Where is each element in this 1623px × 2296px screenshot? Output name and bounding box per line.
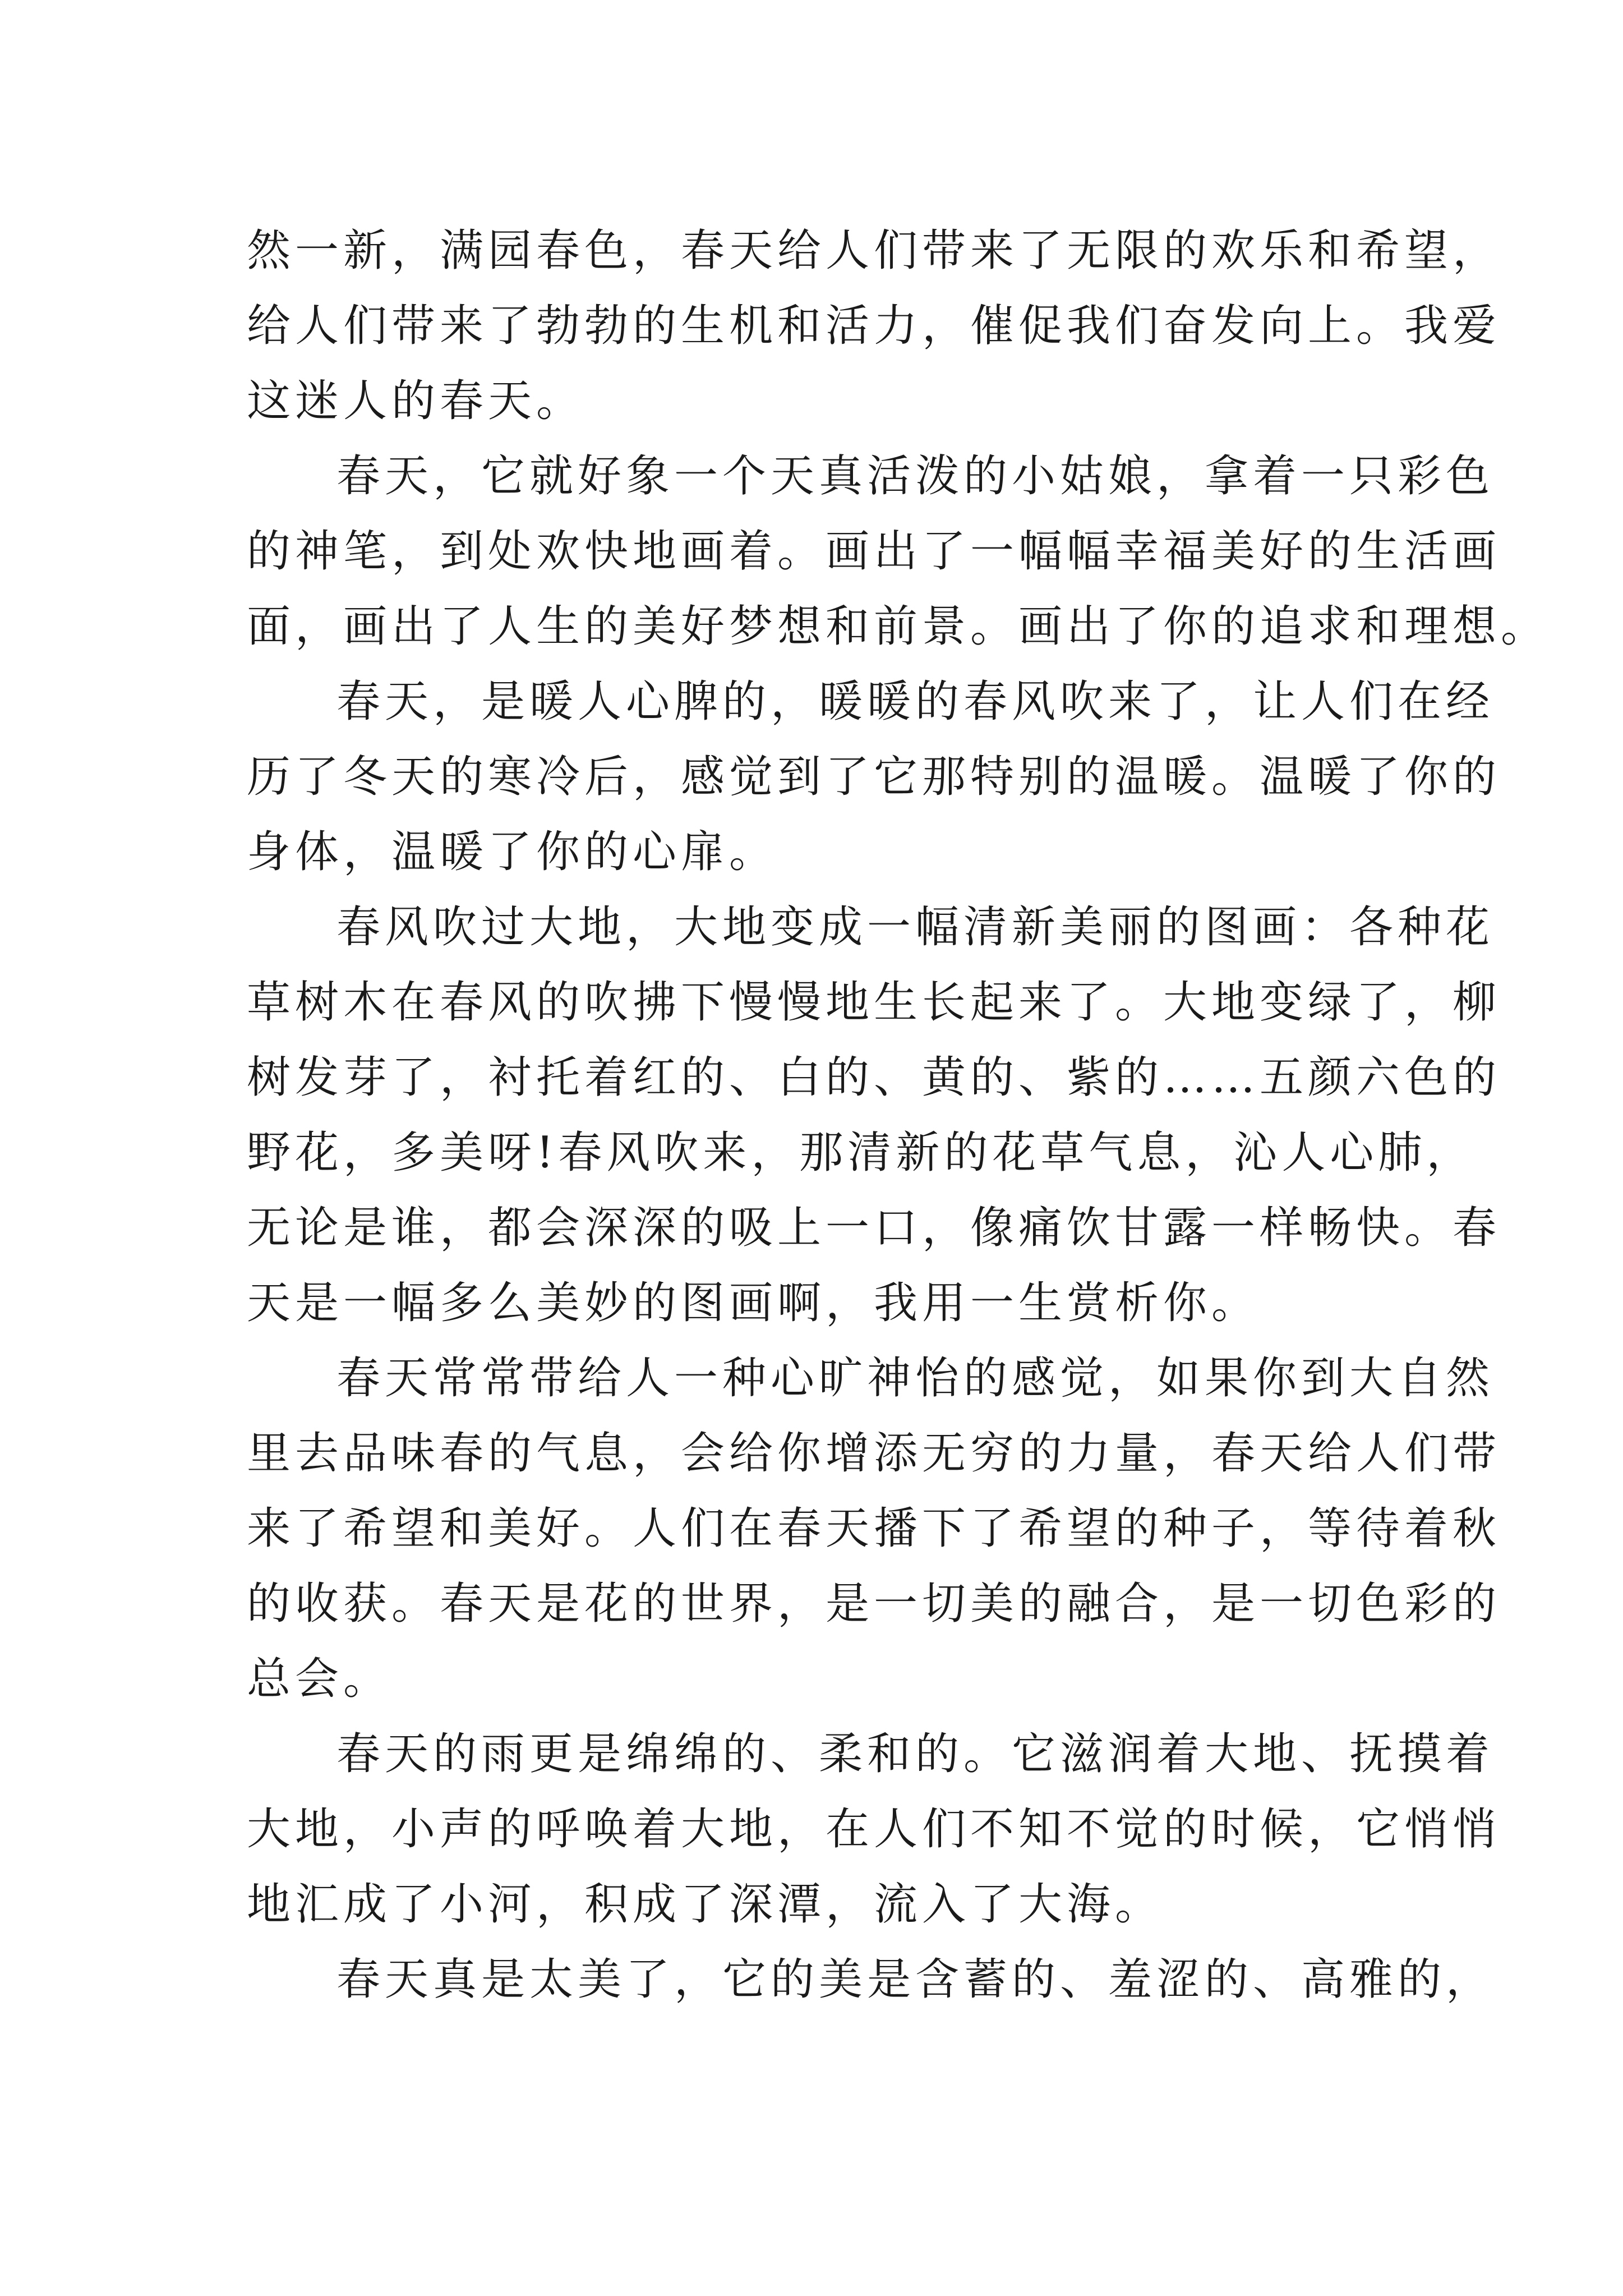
paragraph — [247, 1717, 1501, 1942]
text-line: 野花，多美呀!春风吹来，那清新的花草气息，沁人心肺， — [247, 1128, 1475, 1178]
text-line: 然一新，满园春色，春天给人们带来了无限的欢乐和希望， — [247, 226, 1501, 276]
text-line: 草树木在春风的吹拂下慢慢地生长起来了。大地变绿了，柳 — [247, 977, 1501, 1028]
text-line: 里去品味春的气息，会给你增添无穷的力量，春天给人们带 — [247, 1428, 1501, 1479]
paragraph — [247, 664, 1501, 890]
text-line: 春天，是暖人心脾的，暖暖的春风吹来了，让人们在经 — [336, 677, 1495, 727]
text-line: 地汇成了小河，积成了深潭，流入了大海。 — [247, 1879, 1164, 1930]
text-line: 春风吹过大地，大地变成一幅清新美丽的图画：各种花 — [336, 902, 1495, 953]
text-line: 给人们带来了勃勃的生机和活力，催促我们奋发向上。我爱 — [247, 301, 1501, 351]
text-line: 无论是谁，都会深深的吸上一口，像痛饮甘露一样畅快。春 — [247, 1203, 1501, 1253]
paragraph — [247, 1942, 1495, 2017]
paragraph — [247, 1341, 1501, 1717]
text-line: 春天，它就好象一个天真活泼的小姑娘，拿着一只彩色 — [336, 451, 1495, 501]
text-line: 春天的雨更是绵绵的、柔和的。它滋润着大地、抚摸着 — [336, 1729, 1495, 1779]
text-line: 春天常常带给人一种心旷神怡的感觉，如果你到大自然 — [336, 1353, 1495, 1404]
document-body — [247, 213, 1550, 2017]
paragraph — [247, 439, 1550, 664]
text-line: 树发芽了，衬托着红的、白的、黄的、紫的……五颜六色的 — [247, 1052, 1501, 1103]
text-line: 的神笔，到处欢快地画着。画出了一幅幅幸福美好的生活画 — [247, 526, 1501, 577]
text-line: 春天真是太美了，它的美是含蓄的、羞涩的、高雅的， — [336, 1954, 1495, 2005]
text-line: 来了希望和美好。人们在春天播下了希望的种子，等待着秋 — [247, 1503, 1501, 1554]
text-line: 总会。 — [247, 1654, 392, 1704]
text-line: 历了冬天的寒冷后，感觉到了它那特别的温暖。温暖了你的 — [247, 752, 1501, 802]
paragraph — [247, 213, 1501, 439]
text-line: 这迷人的春天。 — [247, 376, 585, 426]
text-line: 大地，小声的呼唤着大地，在人们不知不觉的时候，它悄悄 — [247, 1804, 1501, 1855]
paragraph — [247, 890, 1501, 1341]
text-line: 的收获。春天是花的世界，是一切美的融合，是一切色彩的 — [247, 1579, 1501, 1629]
text-line: 天是一幅多么美妙的图画啊，我用一生赏析你。 — [247, 1278, 1260, 1328]
text-line: 面，画出了人生的美好梦想和前景。画出了你的追求和理想。 — [247, 601, 1550, 652]
text-line: 身体，温暖了你的心扉。 — [247, 827, 778, 877]
